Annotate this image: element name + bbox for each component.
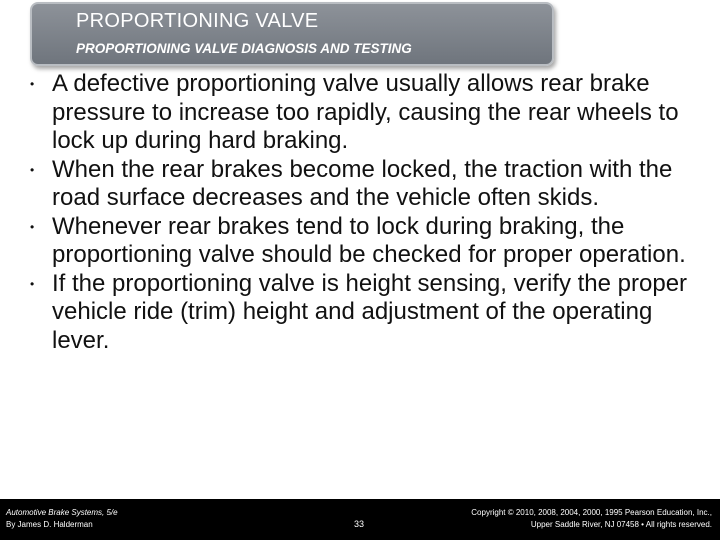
slide-footer bbox=[0, 499, 720, 540]
bullet-text: A defective proportioning valve usually allows rear brake pressure to increase too rapidly, causing the rear wheels to lock up during hard braking. bbox=[52, 70, 679, 154]
slide-header bbox=[30, 2, 554, 66]
slide-title: PROPORTIONING VALVE bbox=[76, 10, 319, 32]
page-number: 33 bbox=[354, 519, 365, 529]
publisher-address: Upper Saddle River, NJ 07458 • All rights reserved. bbox=[530, 520, 712, 529]
bullet-text: When the rear brakes become locked, the traction with the road surface decreases and the vehicle often skids. bbox=[52, 155, 673, 211]
book-title: Automotive Brake Systems, 5/e bbox=[6, 508, 118, 517]
bullet-marker: • bbox=[30, 219, 35, 234]
author-line: By James D. Halderman bbox=[6, 520, 93, 529]
bullet-text: If the proportioning valve is height sensing, verify the proper vehicle ride (trim) height and adjustment of the operating lever. bbox=[52, 269, 688, 354]
bullet-marker: • bbox=[30, 276, 35, 291]
bullet-marker: • bbox=[30, 162, 35, 177]
list-item bbox=[24, 70, 700, 156]
bullet-text: Whenever rear brakes tend to lock during braking, the proportioning valve should be checked for proper operation. bbox=[52, 212, 686, 268]
list-item bbox=[24, 156, 700, 213]
copyright-line: Copyright © 2010, 2008, 2004, 2000, 1995 Pearson Education, Inc., bbox=[471, 508, 712, 517]
list-item bbox=[24, 270, 700, 356]
footer-book-info bbox=[6, 507, 118, 531]
slide-subtitle: PROPORTIONING VALVE DIAGNOSIS AND TESTING bbox=[76, 41, 412, 56]
footer-copyright bbox=[471, 507, 712, 531]
bullet-marker: • bbox=[30, 77, 35, 91]
list-item bbox=[24, 213, 700, 270]
bullet-list bbox=[24, 70, 700, 355]
